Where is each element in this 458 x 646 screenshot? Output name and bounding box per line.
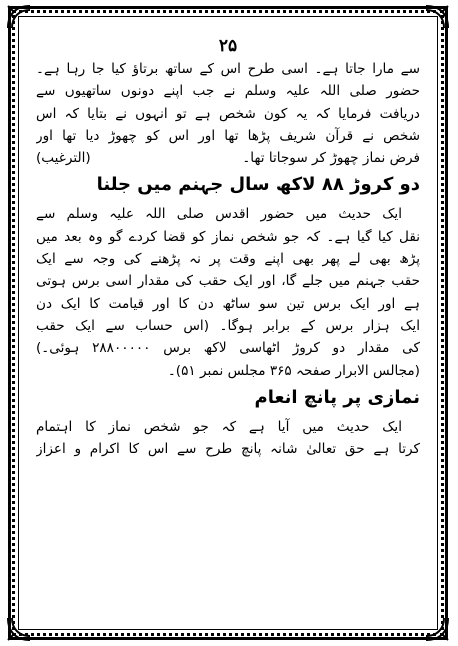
text-line: حقب جہنم میں جلے گا، اور ایک حقب کی مقدار اسی برس ہوتی <box>36 273 420 290</box>
corner-ornament-icon <box>6 616 32 642</box>
text-body <box>36 58 420 460</box>
text-line: کرتا ہے حق تعالیٰ شانہ پانچ طرح سے اس کا اکرام و اعزاز <box>36 441 420 458</box>
text-line: حضور صلی اللہ علیہ وسلم نے جب اپنے دونوں ساتھیوں سے <box>36 83 420 100</box>
text-line: دریافت فرمایا کہ یہ کون شخص ہے تو انہوں نے بتایا کہ اس <box>36 105 420 122</box>
text-line: شخص نے قرآن شریف پڑھا تھا اور اس کو چھوڑ دیا تھا اور <box>36 127 420 144</box>
text-line: ہے اور ایک برس تین سو ساٹھ دن کا اور قیامت کا ایک دن <box>36 295 420 312</box>
text-line: ایک حدیث میں آیا ہے کہ جو شخص نماز کا اہتمام <box>36 418 402 435</box>
text-line: ایک حدیث میں حضور اقدس صلی اللہ علیہ وسلم سے <box>36 206 402 223</box>
text-line: پڑھ بھی لے پھر بھی اپنے وقت پر نہ پڑھنے کی وجہ سے ایک <box>36 251 420 268</box>
section-heading: نمازی پر پانچ انعام <box>254 386 420 408</box>
text-line: سے مارا جاتا ہے۔ اسی طرح اس کے ساتھ برتاؤ کیا جا رہا ہے۔ <box>36 61 420 77</box>
text-line: نقل کیا گیا ہے۔ کہ جو شخص نماز کو قضا کردے گو وہ بعد میں <box>36 228 420 245</box>
source-citation: (الترغیب) <box>36 150 91 167</box>
text-line: ایک ہزار برس کے برابر ہوگا۔ (اس حساب سے ایک حقب <box>36 317 420 334</box>
page-content <box>36 36 420 630</box>
text-line: کی مقدار دو کروڑ اٹھاسی لاکھ برس ۲۸۸۰۰۰۰۰ ہوئی۔) <box>36 340 420 357</box>
corner-ornament-icon <box>6 4 32 30</box>
source-citation: (مجالس الابرار صفحہ ۳۶۵ مجلس نمبر ۵۱)۔ <box>167 362 420 379</box>
text-span: فرض نماز چھوڑ کر سوجاتا تھا۔ <box>242 150 420 167</box>
corner-ornament-icon <box>424 616 450 642</box>
text-line <box>36 147 420 169</box>
section-heading: دو کروڑ ۸۸ لاکھ سال جہنم میں جلنا <box>96 174 420 196</box>
page-number: ۲۵ <box>218 36 238 56</box>
corner-ornament-icon <box>424 4 450 30</box>
